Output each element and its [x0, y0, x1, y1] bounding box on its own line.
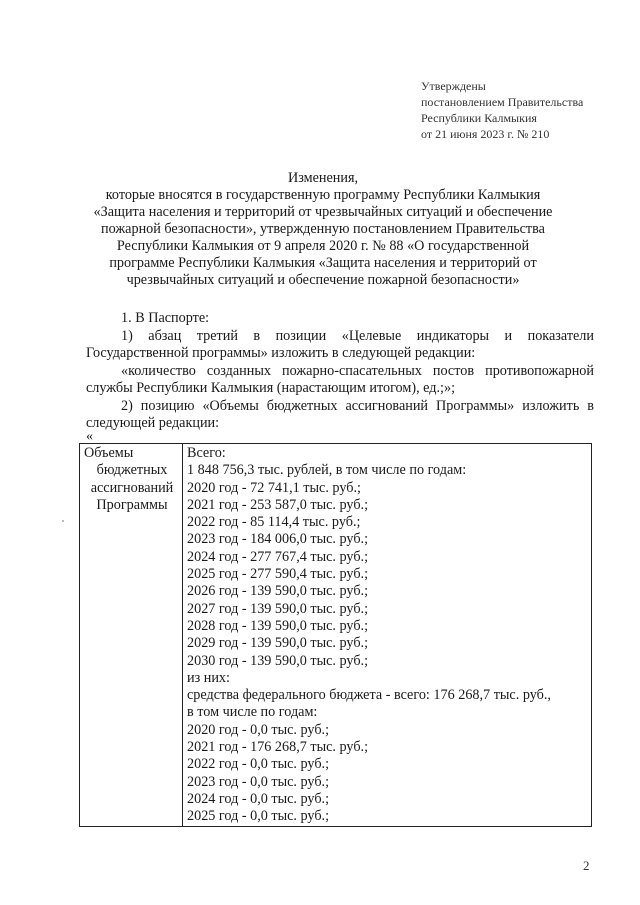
document-body — [86, 310, 594, 433]
value-line: 2025 год - 0,0 тыс. руб.; — [187, 808, 330, 825]
value-line: 2022 год - 0,0 тыс. руб.; — [187, 756, 330, 773]
value-line: 2020 год - 72 741,1 тыс. руб.; — [187, 479, 361, 496]
item-2-text: 2) позицию «Объемы бюджетных ассигнований Программы» изложить в — [121, 397, 594, 414]
title-line: Изменения, — [287, 170, 359, 186]
value-line: 2020 год - 0,0 тыс. руб.; — [187, 721, 330, 738]
budget-table — [79, 443, 592, 827]
page-number: 2 — [583, 858, 590, 873]
item-1-text: 1) абзац третий в позиции «Целевые индикаторы и показатели — [121, 327, 594, 344]
value-line: 2028 год - 139 590,0 тыс. руб.; — [187, 617, 369, 634]
title-line: программе Республики Калмыкия «Защита населения и территорий от — [109, 255, 537, 271]
title-line: Республики Калмыкия от 9 апреля 2020 г. № 88 «О государственной — [116, 238, 530, 254]
opening-quote: « — [86, 429, 93, 444]
approval-line: постановлением Правительства — [421, 95, 584, 109]
value-line: 2021 год - 253 587,0 тыс. руб.; — [187, 496, 369, 513]
value-line: 2026 год - 139 590,0 тыс. руб.; — [187, 583, 369, 600]
value-line: из них: — [187, 669, 230, 686]
value-line: 2021 год - 176 268,7 тыс. руб.; — [187, 739, 369, 756]
label-line: Объемы — [84, 445, 134, 461]
section-heading: 1. В Паспорте: — [121, 310, 210, 326]
value-line: Всего: — [187, 445, 226, 461]
title-line: которые вносятся в государственную программу Республики Калмыкия — [105, 187, 541, 203]
value-line: 2022 год - 85 114,4 тыс. руб.; — [187, 514, 361, 531]
approval-line: Утверждены — [421, 79, 486, 93]
document-title — [80, 170, 566, 289]
value-line: 2024 год - 277 767,4 тыс. руб.; — [187, 548, 369, 565]
value-line: 1 848 756,3 тыс. рублей, в том числе по годам: — [187, 462, 467, 479]
label-line: Программы — [96, 496, 168, 513]
approval-stamp — [421, 78, 583, 142]
value-line: 2027 год - 139 590,0 тыс. руб.; — [187, 600, 369, 617]
value-line: 2024 год - 0,0 тыс. руб.; — [187, 790, 330, 807]
approval-line: от 21 июня 2023 г. № 210 — [421, 127, 550, 141]
table-row — [80, 444, 592, 827]
value-line: 2023 год - 184 006,0 тыс. руб.; — [187, 531, 369, 548]
scan-speck — [62, 520, 64, 522]
item-2-text-cont: следующей редакции: — [86, 415, 220, 431]
item-1-text-cont: Государственной программы» изложить в следующей редакции: — [86, 345, 476, 361]
table-cell-label — [80, 444, 183, 827]
approval-line: Республики Калмыкия — [421, 111, 537, 125]
title-line: чрезвычайных ситуаций и обеспечение пожарной безопасности» — [126, 272, 520, 288]
value-line: 2023 год - 0,0 тыс. руб.; — [187, 773, 330, 790]
table-cell-values — [183, 444, 592, 827]
value-line: 2029 год - 139 590,0 тыс. руб.; — [187, 635, 369, 652]
label-line: ассигнований — [90, 479, 174, 496]
quoted-indicator-cont: службы Республики Калмыкия (нарастающим итогом), ед.;»; — [86, 380, 456, 396]
label-line: бюджетных — [96, 462, 168, 479]
value-line: средства федерального бюджета - всего: 176 268,7 тыс. руб., — [187, 687, 551, 704]
value-line: 2025 год - 277 590,4 тыс. руб.; — [187, 566, 369, 583]
value-line: в том числе по годам: — [187, 704, 318, 721]
quoted-indicator: «количество созданных пожарно-спасательных постов противопожарной — [121, 362, 594, 379]
value-line: 2030 год - 139 590,0 тыс. руб.; — [187, 652, 369, 669]
title-line: пожарной безопасности», утвержденную постановлением Правительства — [101, 221, 545, 237]
title-line: «Защита населения и территорий от чрезвычайных ситуаций и обеспечение — [93, 204, 553, 220]
